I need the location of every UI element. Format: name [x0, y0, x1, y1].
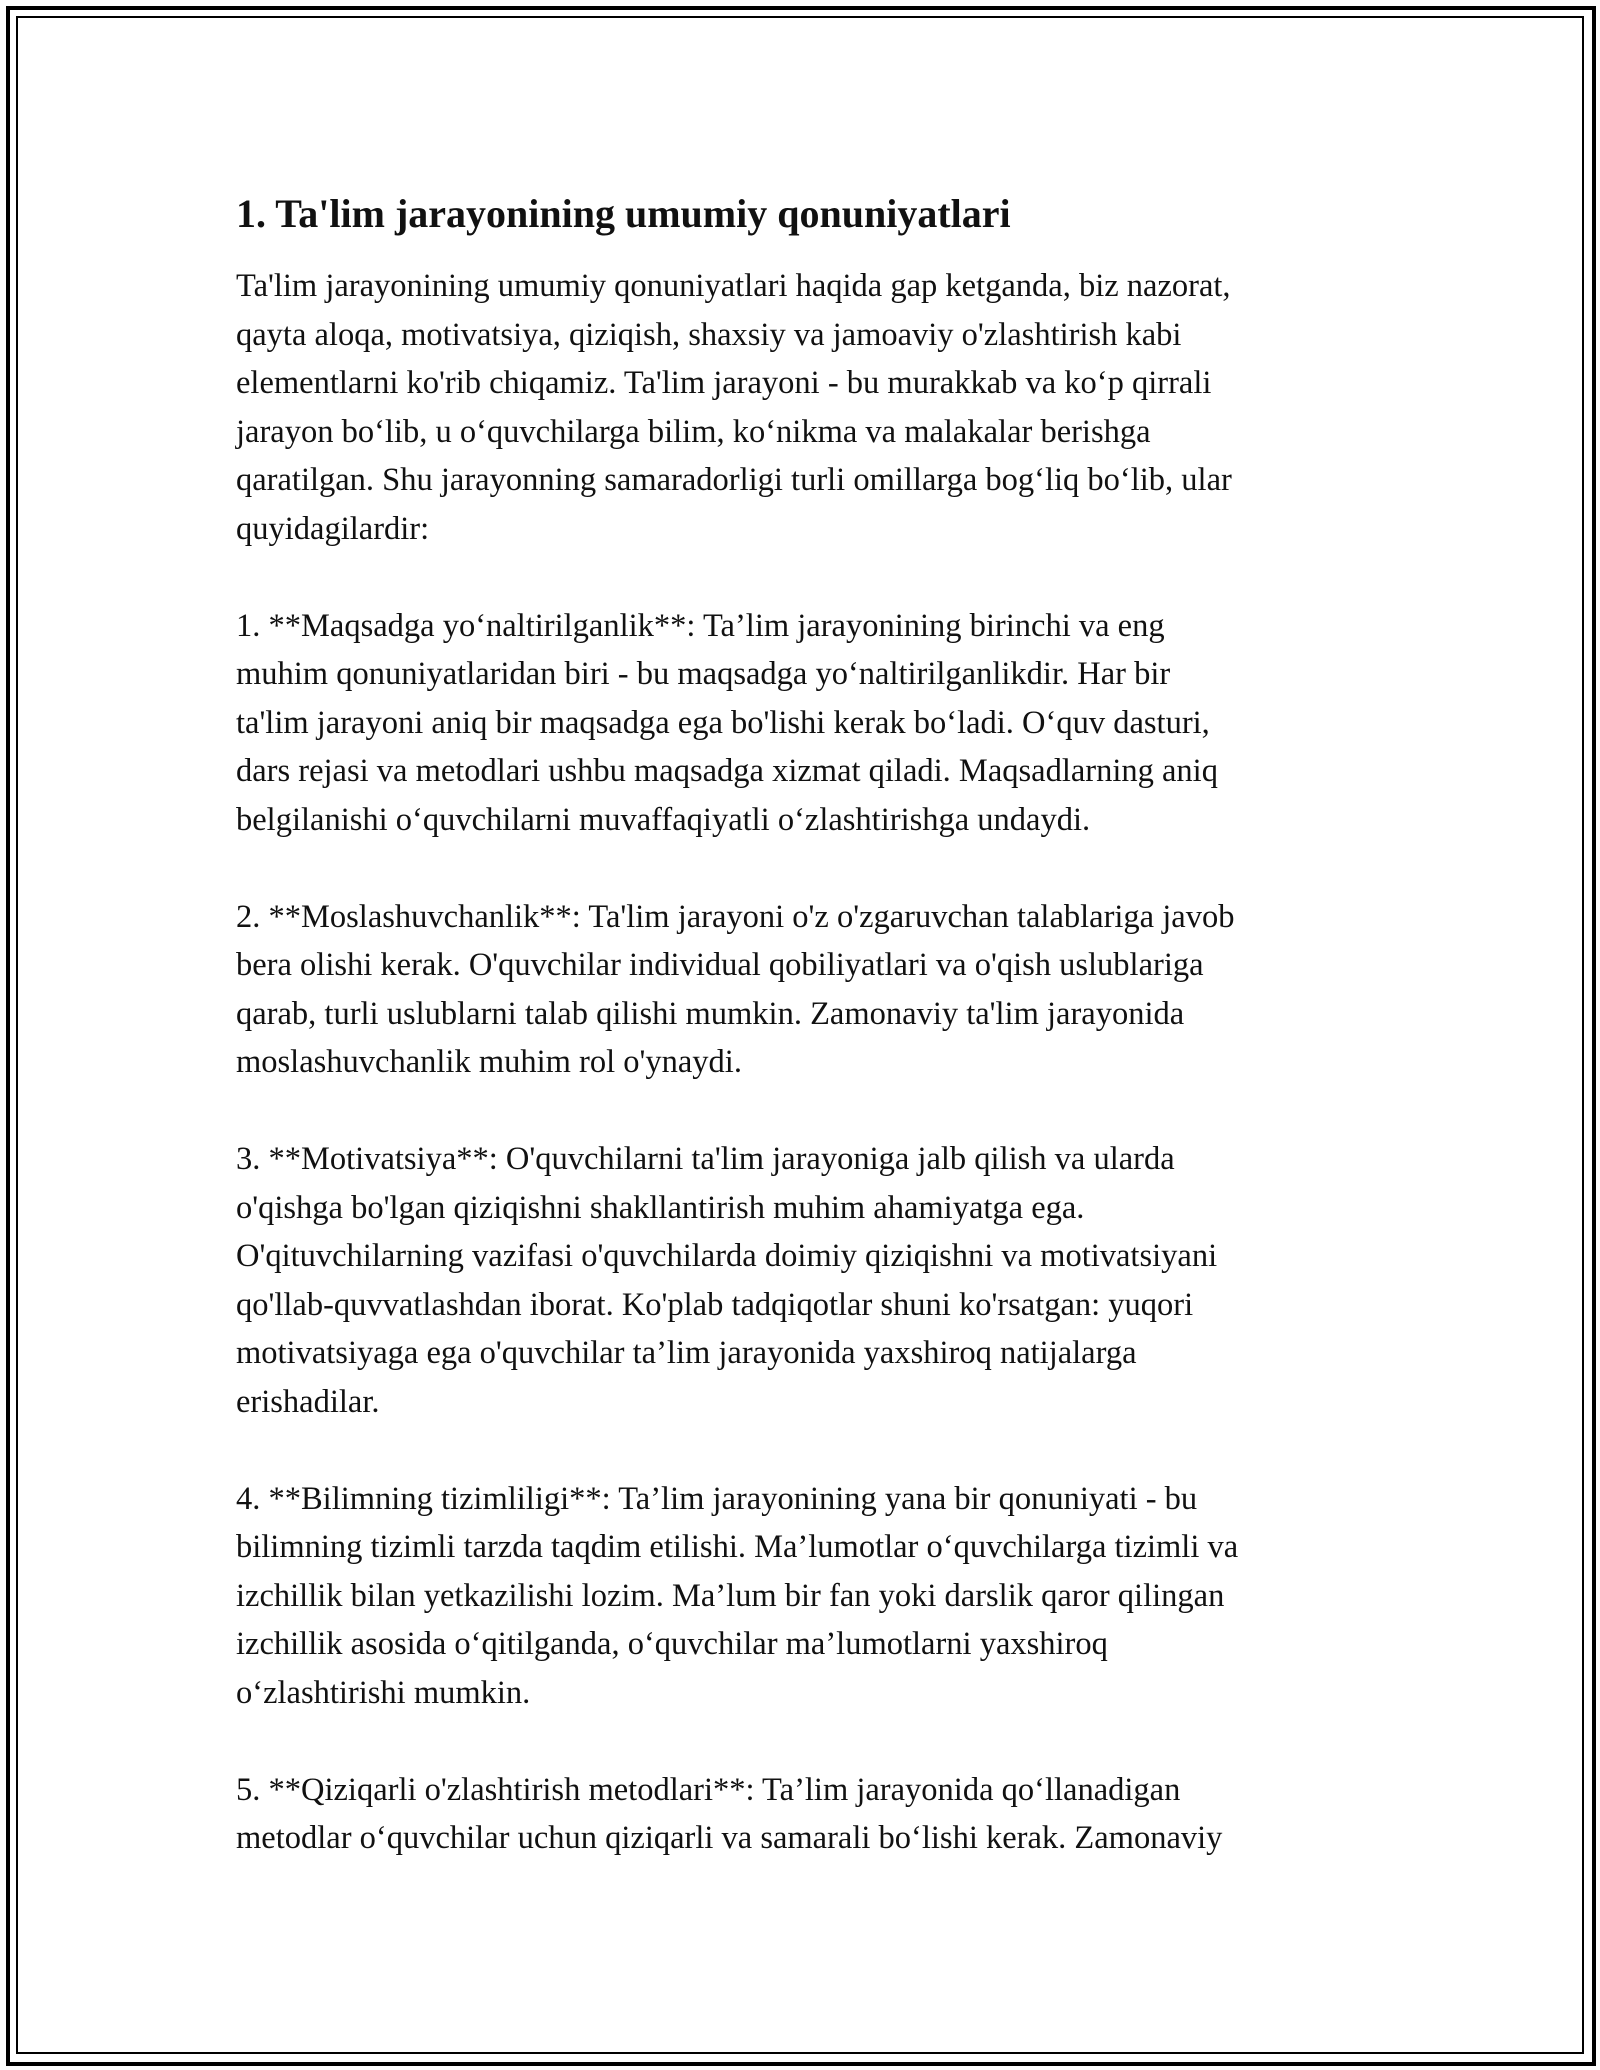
list-item-maqsadga: 1. **Maqsadga yo‘naltirilganlik**: Ta’lim jarayonining birinchi va eng muhim qonuniyatlaridan biri - bu maqsadga yo‘naltirilganlikdir. Har bir ta'lim jarayoni aniq bir maqsadga ega bo'lishi kerak bo‘ladi. O‘quv dasturi, dars rejasi va metodlari ushbu maqsadga xizmat qiladi. Maqsadlarning aniq belgilanishi o‘quvchilarni muvaffaqiyatli o‘zlashtirishga undaydi.	[236, 607, 1218, 838]
list-item-bilimning-tizimliligi: 4. **Bilimning tizimliligi**: Ta’lim jarayonining yana bir qonuniyati - bu bilimning tizimli tarzda taqdim etilishi. Ma’lumotlar o‘quvchilarga tizimli va izchillik bilan yetkazilishi lozim. Ma’lum bir fan yoki darslik qaror qilingan izchillik asosida o‘qitilganda, o‘quvchilar ma’lumotlarni yaxshiroq o‘zlashtirishi mumkin.	[236, 1480, 1239, 1711]
list-item-motivatsiya: 3. **Motivatsiya**: O'quvchilarni ta'lim jarayoniga jalb qilish va ularda o'qishga bo'lgan qiziqishni shakllantirish muhim ahamiyatga ega. O'qituvchilarning vazifasi o'quvchilarda doimiy qiziqishni va motivatsiyani qo'llab-quvvatlashdan iborat. Ko'plab tadqiqotlar shuni ko'rsatgan: yuqori motivatsiyaga ega o'quvchilar ta’lim jarayonida yaxshiroq natijalarga erishadilar.	[236, 1141, 1218, 1420]
list-item-moslashuvchanlik: 2. **Moslashuvchanlik**: Ta'lim jarayoni o'z o'zgaruvchan talablariga javob bera olishi kerak. O'quvchilar individual qobiliyatlari va o'qish uslublariga qarab, turli uslublarni talab qilishi mumkin. Zamonaviy ta'lim jarayonida moslashuvchanlik muhim rol o'ynaydi.	[236, 898, 1235, 1080]
document-body	[236, 186, 1376, 1911]
intro-paragraph: Ta'lim jarayonining umumiy qonuniyatlari haqida gap ketganda, biz nazorat, qayta aloqa, motivatsiya, qiziqish, shaxsiy va jamoaviy o'zlashtirish kabi elementlarni ko'rib chiqamiz. Ta'lim jarayoni - bu murakkab va ko‘p qirrali jarayon bo‘lib, u o‘quvchilarga bilim, ko‘nikma va malakalar berishga qaratilgan. Shu jarayonning samaradorligi turli omillarga bog‘liq bo‘lib, ular quyidagilardir:	[236, 268, 1232, 547]
list-item-qiziqarli-metodlar: 5. **Qiziqarli o'zlashtirish metodlari**: Ta’lim jarayonida qo‘llanadigan metodlar o‘quvchilar uchun qiziqarli va samarali bo‘lishi kerak. Zamonaviy	[236, 1771, 1223, 1856]
document-title: 1. Ta'lim jarayonining umumiy qonuniyatlari	[236, 191, 1011, 236]
